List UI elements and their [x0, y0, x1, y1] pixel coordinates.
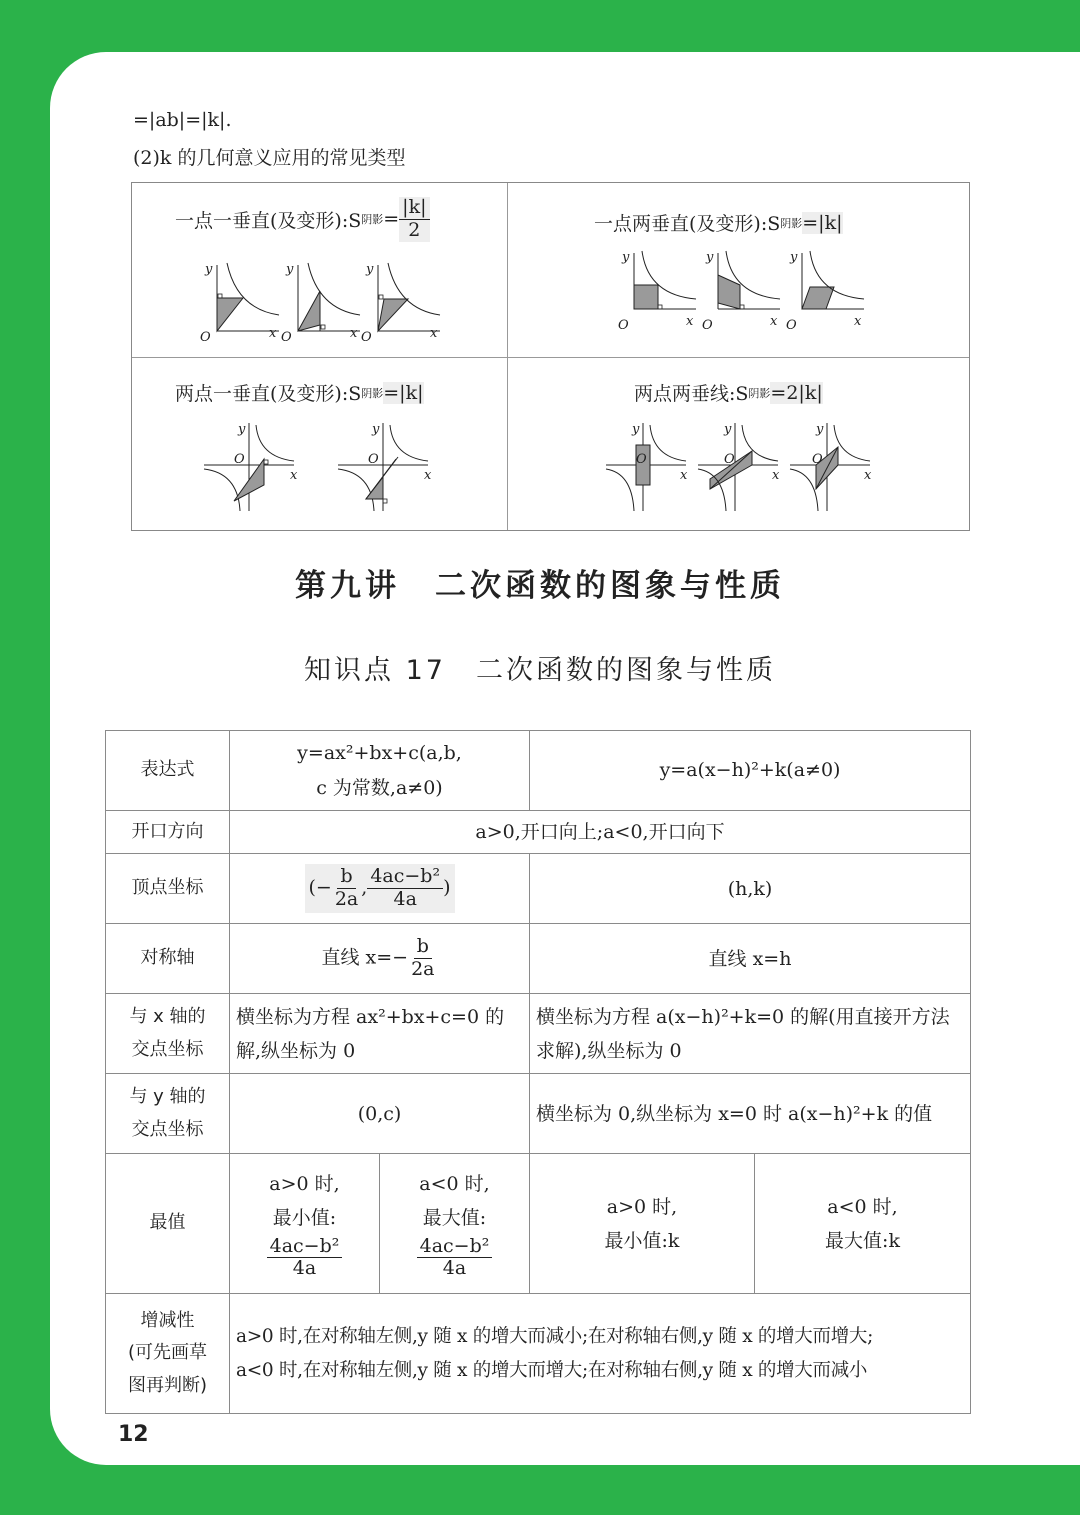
svg-text:x: x [290, 468, 298, 483]
table-cell: 横坐标为方程 ax²+bx+c=0 的解,纵坐标为 0 [230, 994, 530, 1074]
svg-text:x: x [680, 468, 688, 483]
row-header: 与 y 轴的 交点坐标 [106, 1074, 230, 1154]
table-cell: a<0 时, 最大值:k [755, 1154, 971, 1294]
case-2-title: 一点两垂直(及变形):S 阴影 =|k| [594, 211, 843, 235]
figure-2b [702, 250, 780, 333]
svg-text:x: x [686, 314, 694, 329]
table-cell: 直线 x=− $\frac{b}{2a}$ [230, 924, 530, 994]
page-number: 12 [118, 1422, 149, 1447]
table-cell: (0,c) [230, 1074, 530, 1154]
case-1-title: 一点一垂直(及变形):S 阴影 = $\frac{|k|}{2}$ [175, 197, 430, 242]
table-row [106, 924, 971, 994]
row-header: 开口方向 [106, 811, 230, 854]
figure-3b [338, 422, 432, 511]
row-header: 对称轴 [106, 924, 230, 994]
table-row [106, 1074, 971, 1154]
figure-2c [786, 250, 864, 333]
svg-text:x: x [772, 468, 780, 483]
svg-text:x: x [864, 468, 872, 483]
svg-text:y: y [372, 422, 380, 437]
svg-text:x: x [430, 326, 438, 341]
svg-text:O: O [234, 452, 245, 467]
table-row [106, 1154, 971, 1294]
svg-text:y: y [632, 422, 640, 437]
table-cell: a>0 时, 最小值: $\frac{\text{4ac−b²}}{4a}$ [230, 1154, 380, 1294]
quadratic-properties-table [105, 730, 971, 1414]
svg-text:y: y [286, 262, 294, 277]
table-cell: (h,k) [530, 854, 971, 924]
row-header: 表达式 [106, 731, 230, 811]
table-row [106, 854, 971, 924]
table-cell: y=ax²+bx+c(a,b, c 为常数,a≠0) [230, 731, 530, 811]
row-header: 增减性 (可先画草 图再判断) [106, 1294, 230, 1414]
svg-text:y: y [366, 262, 374, 277]
table-cell: a>0 时,在对称轴左侧,y 随 x 的增大而减小;在对称轴右侧,y 随 x 的增大而增大; a<0 时,在对称轴左侧,y 随 x 的增大而增大;在对称轴右侧,y 随 x 的增大而减小 [230, 1294, 971, 1414]
svg-text:y: y [724, 422, 732, 437]
table-row [106, 994, 971, 1074]
figure-2a [618, 250, 696, 333]
table-cell: a<0 时, 最大值: $\frac{\text{4ac−b²}}{4a}$ [380, 1154, 530, 1294]
table-cell: 横坐标为方程 a(x−h)²+k=0 的解(用直接开方法求解),纵坐标为 0 [530, 994, 971, 1074]
table-row [106, 731, 971, 811]
svg-text:O: O [702, 318, 713, 333]
svg-text:x: x [269, 326, 277, 341]
svg-text:x: x [350, 326, 358, 341]
svg-text:x: x [770, 314, 778, 329]
svg-text:O: O [368, 452, 379, 467]
figure-4c [790, 422, 872, 511]
svg-text:O: O [724, 452, 735, 467]
row-header: 最值 [106, 1154, 230, 1294]
table-cell: a>0,开口向上;a<0,开口向下 [230, 811, 971, 854]
intro-line-1: =|ab|=|k|. [133, 109, 232, 131]
svg-text:y: y [816, 422, 824, 437]
svg-text:O: O [361, 330, 372, 345]
svg-text:y: y [706, 250, 714, 265]
svg-text:O: O [786, 318, 797, 333]
figure-4b [698, 422, 780, 511]
k-geometry-table [131, 182, 970, 531]
figure-3a [204, 422, 298, 511]
svg-text:O: O [200, 330, 211, 345]
svg-text:O: O [281, 330, 292, 345]
row-header: 顶点坐标 [106, 854, 230, 924]
case-4-title: 两点两垂线:S 阴影 =2|k| [634, 381, 823, 405]
svg-text:O: O [618, 318, 629, 333]
svg-text:y: y [622, 250, 630, 265]
svg-text:y: y [790, 250, 798, 265]
svg-text:O: O [812, 452, 823, 467]
figure-1c [361, 262, 440, 345]
table-cell: (− $\frac{b}{2a}$ , $\frac{\text{4ac−b²}}{4a}$ ) [230, 854, 530, 924]
svg-text:O: O [636, 452, 647, 467]
figure-4a [606, 422, 688, 511]
row-header: 与 x 轴的 交点坐标 [106, 994, 230, 1074]
chapter-title: 第九讲 二次函数的图象与性质 [295, 568, 785, 604]
table-cell: 直线 x=h [530, 924, 971, 994]
svg-text:x: x [424, 468, 432, 483]
table-cell: y=a(x−h)²+k(a≠0) [530, 731, 971, 811]
section-title: 知识点 17 二次函数的图象与性质 [304, 655, 776, 686]
case-3-title: 两点一垂直(及变形):S 阴影 =|k| [175, 381, 424, 405]
svg-text:y: y [205, 262, 213, 277]
table-row [106, 811, 971, 854]
table-cell: a>0 时, 最小值:k [530, 1154, 755, 1294]
intro-line-2: (2)k 的几何意义应用的常见类型 [133, 147, 406, 169]
figure-1a [200, 262, 279, 345]
table-row [106, 1294, 971, 1414]
figure-1b [281, 262, 360, 345]
table-cell: 横坐标为 0,纵坐标为 x=0 时 a(x−h)²+k 的值 [530, 1074, 971, 1154]
svg-text:x: x [854, 314, 862, 329]
svg-text:y: y [238, 422, 246, 437]
k-geometry-figures [132, 183, 969, 530]
